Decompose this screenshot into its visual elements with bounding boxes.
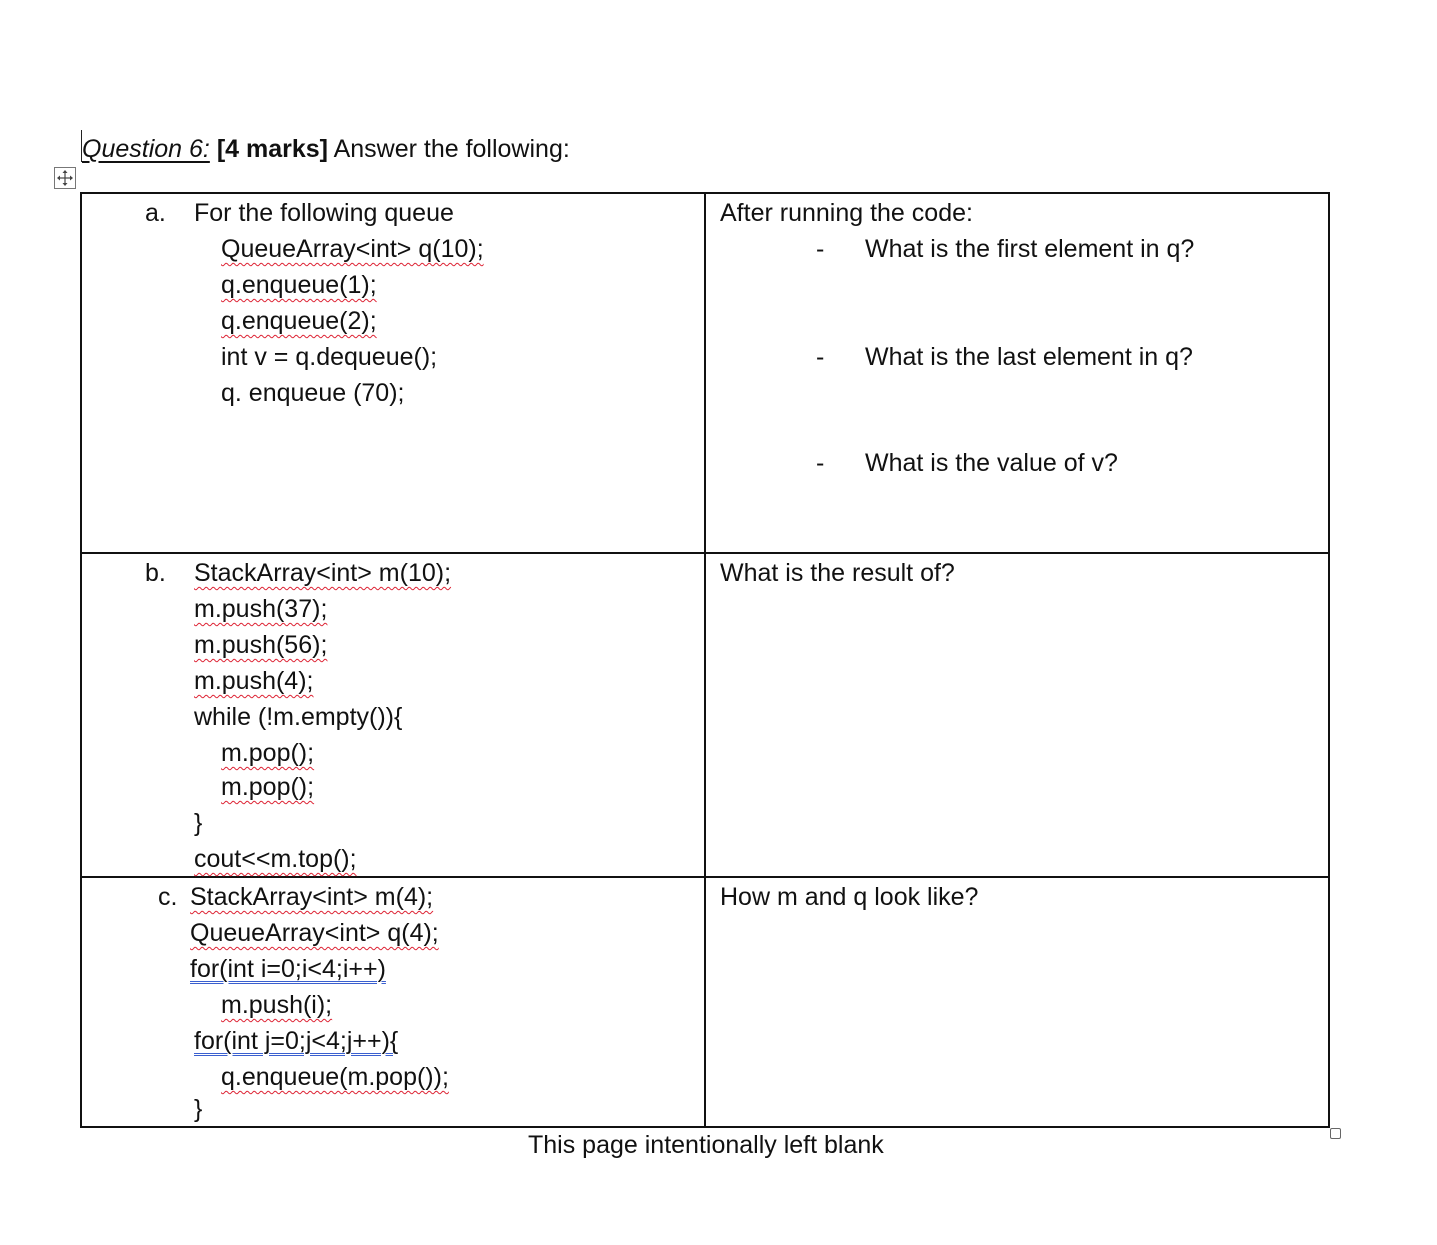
question-heading <box>82 134 570 164</box>
row-c-code-line: for(int i=0;i<4;i++) <box>190 955 386 983</box>
row-b-marker: b. <box>145 559 166 587</box>
row-c-marker: c. <box>158 883 178 911</box>
table-border-middle <box>704 192 706 1128</box>
row-a-marker: a. <box>145 199 166 227</box>
row-b-code-line: StackArray<int> m(10); <box>194 559 452 587</box>
table-resize-handle[interactable] <box>1330 1128 1341 1139</box>
row-b-question: What is the result of? <box>720 559 955 587</box>
question-marks: [4 marks] <box>216 135 328 163</box>
table-border-right <box>1328 192 1330 1128</box>
table-border-left <box>80 192 82 1128</box>
table-move-handle[interactable] <box>54 167 76 189</box>
question-instruction: Answer the following: <box>333 135 570 163</box>
row-b-code-line: cout<<m.top(); <box>194 845 357 873</box>
row-a-intro: For the following queue <box>194 199 454 227</box>
row-b-code-line: m.push(37); <box>194 595 328 623</box>
question-label: Question 6: <box>82 135 210 163</box>
row-a-question-last: What is the last element in q? <box>865 343 1193 371</box>
row-b-code-line: m.pop(); <box>221 739 315 767</box>
row-a-code-line: q.enqueue(1); <box>221 271 377 299</box>
row-c-code-line: m.push(i); <box>221 991 333 1019</box>
row-c-code-line: QueueArray<int> q(4); <box>190 919 439 947</box>
row-b-code-line: m.pop(); <box>221 773 315 801</box>
row-a-bullet: - <box>816 449 825 477</box>
row-a-bullet: - <box>816 343 825 371</box>
row-a-code-line: QueueArray<int> q(10); <box>221 235 484 263</box>
row-b-code-line: m.push(56); <box>194 631 328 659</box>
row-a-code-line: int v = q.dequeue(); <box>221 343 438 371</box>
row-c-question: How m and q look like? <box>720 883 979 911</box>
row-a-code-line: q.enqueue(2); <box>221 307 377 335</box>
row-a-question-first: What is the first element in q? <box>865 235 1195 263</box>
row-c-code-line: q.enqueue(m.pop()); <box>221 1063 449 1091</box>
row-a-prompt: After running the code: <box>720 199 973 227</box>
footer-note: This page intentionally left blank <box>528 1131 884 1159</box>
row-c-code-line: } <box>194 1095 203 1123</box>
row-c-code-line: for(int j=0;j<4;j++){ <box>194 1027 399 1055</box>
row-b-code-line: } <box>194 809 203 837</box>
row-a-question-value: What is the value of v? <box>865 449 1118 477</box>
row-b-code-line: while (!m.empty()){ <box>194 703 403 731</box>
row-b-code-line: m.push(4); <box>194 667 314 695</box>
row-a-code-line: q. enqueue (70); <box>221 379 405 407</box>
row-c-code-line: StackArray<int> m(4); <box>190 883 434 911</box>
four-arrows-move-icon <box>56 169 74 187</box>
row-a-bullet: - <box>816 235 825 263</box>
